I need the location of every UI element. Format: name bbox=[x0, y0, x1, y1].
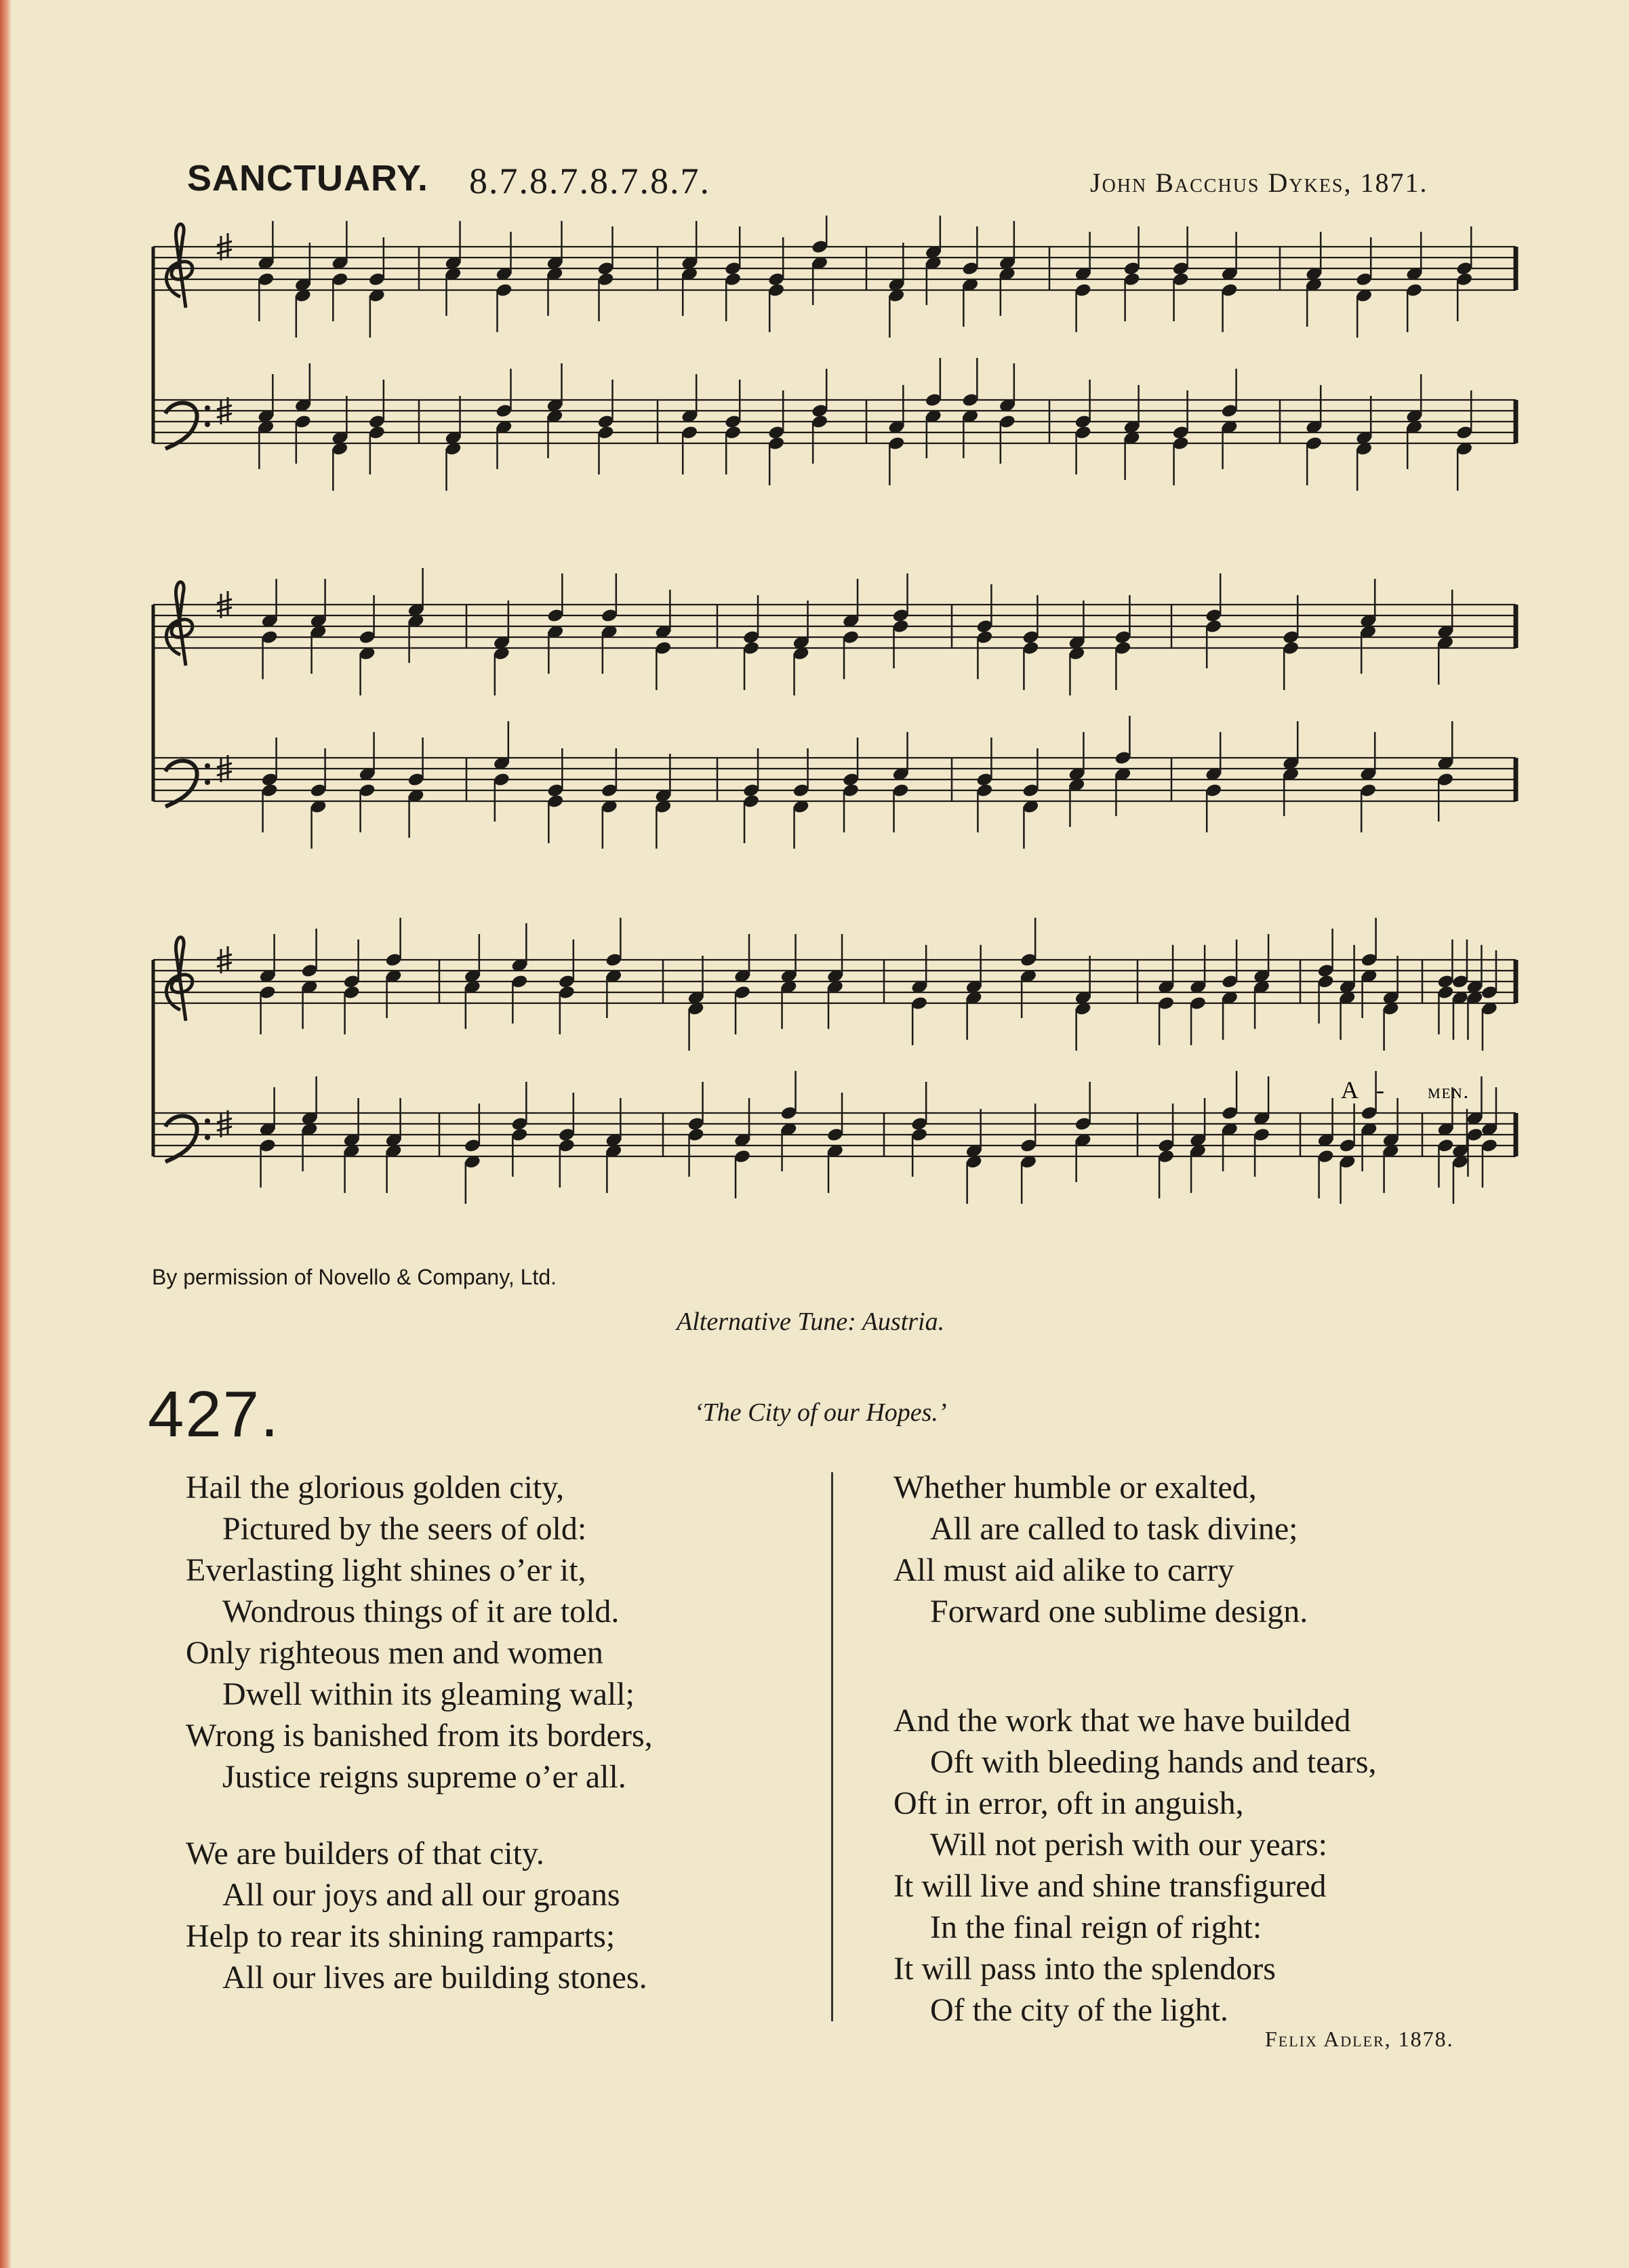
verse-line: Justice reigns supreme o’er all. bbox=[222, 1759, 626, 1795]
verse-line: Wrong is banished from its borders, bbox=[186, 1718, 653, 1754]
bass-clef-dot bbox=[205, 422, 210, 427]
composer: John Bacchus Dykes, 1871. bbox=[1090, 167, 1428, 198]
amen-lyric-dash: - bbox=[1376, 1076, 1384, 1103]
verse-line: It will pass into the splendors bbox=[893, 1951, 1276, 1987]
bass-clef-icon bbox=[165, 761, 197, 807]
verse-line: Dwell within its gleaming wall; bbox=[222, 1676, 635, 1712]
tune-name: SANCTUARY. bbox=[187, 158, 429, 199]
verse-line: And the work that we have builded bbox=[893, 1703, 1351, 1739]
verse-line: Will not perish with our years: bbox=[930, 1827, 1327, 1863]
treble-clef-icon bbox=[166, 582, 192, 666]
bass-clef-dot bbox=[205, 1135, 210, 1140]
verse-line: We are builders of that city. bbox=[186, 1836, 544, 1871]
verse-line: All our lives are building stones. bbox=[222, 1960, 647, 1996]
music-score bbox=[148, 216, 1520, 1239]
verse-line: Everlasting light shines o’er it, bbox=[186, 1552, 586, 1588]
hymn-number: 427. bbox=[148, 1378, 280, 1451]
column-divider bbox=[831, 1472, 833, 2021]
verse-line: Oft with bleeding hands and tears, bbox=[930, 1744, 1377, 1780]
verse-line: Forward one sublime design. bbox=[930, 1594, 1308, 1629]
verse-line: Of the city of the light. bbox=[930, 1992, 1228, 2028]
verse-line: It will live and shine transfigured bbox=[893, 1868, 1327, 1904]
stanza bbox=[893, 1467, 1517, 1632]
bass-clef-dot bbox=[205, 779, 210, 785]
stanza bbox=[186, 1467, 809, 1798]
poem-right-column bbox=[893, 1467, 1517, 2054]
verse-line: Whether humble or exalted, bbox=[893, 1470, 1257, 1505]
verse-line: All must aid alike to carry bbox=[893, 1552, 1234, 1588]
bass-clef-dot bbox=[205, 763, 210, 769]
amen-lyric-men: men. bbox=[1428, 1080, 1470, 1103]
stanza bbox=[893, 1700, 1517, 2031]
page-edge bbox=[0, 0, 11, 2268]
poem-left-column bbox=[186, 1467, 809, 2021]
verse-line: Help to rear its shining ramparts; bbox=[186, 1918, 616, 1954]
verse-line: Hail the glorious golden city, bbox=[186, 1470, 565, 1505]
author: Felix Adler, 1878. bbox=[1265, 2027, 1454, 2051]
verse-line: Pictured by the seers of old: bbox=[222, 1511, 587, 1547]
verse-line: Oft in error, oft in anguish, bbox=[893, 1785, 1244, 1821]
verse-line: In the final reign of right: bbox=[930, 1909, 1262, 1945]
verse-line: Only righteous men and women bbox=[186, 1635, 603, 1671]
bass-clef-dot bbox=[205, 405, 210, 411]
verse-line: All our joys and all our groans bbox=[222, 1877, 620, 1913]
treble-clef-icon bbox=[166, 937, 192, 1021]
alternative-tune: Alternative Tune: Austria. bbox=[677, 1308, 945, 1336]
amen-lyric-a: A bbox=[1341, 1076, 1359, 1103]
bass-clef-dot bbox=[205, 1118, 210, 1124]
verse-line: All are called to task divine; bbox=[930, 1511, 1298, 1547]
permission-note: By permission of Novello & Company, Ltd. bbox=[152, 1265, 557, 1289]
meter: 8.7.8.7.8.7.8.7. bbox=[469, 161, 710, 201]
hymn-title: ‘The City of our Hopes.’ bbox=[694, 1398, 947, 1427]
bass-clef-icon bbox=[165, 403, 197, 449]
bass-clef-icon bbox=[165, 1116, 197, 1162]
treble-clef-icon bbox=[166, 224, 192, 308]
stanza bbox=[186, 1833, 809, 1998]
verse-line: Wondrous things of it are told. bbox=[222, 1594, 620, 1629]
